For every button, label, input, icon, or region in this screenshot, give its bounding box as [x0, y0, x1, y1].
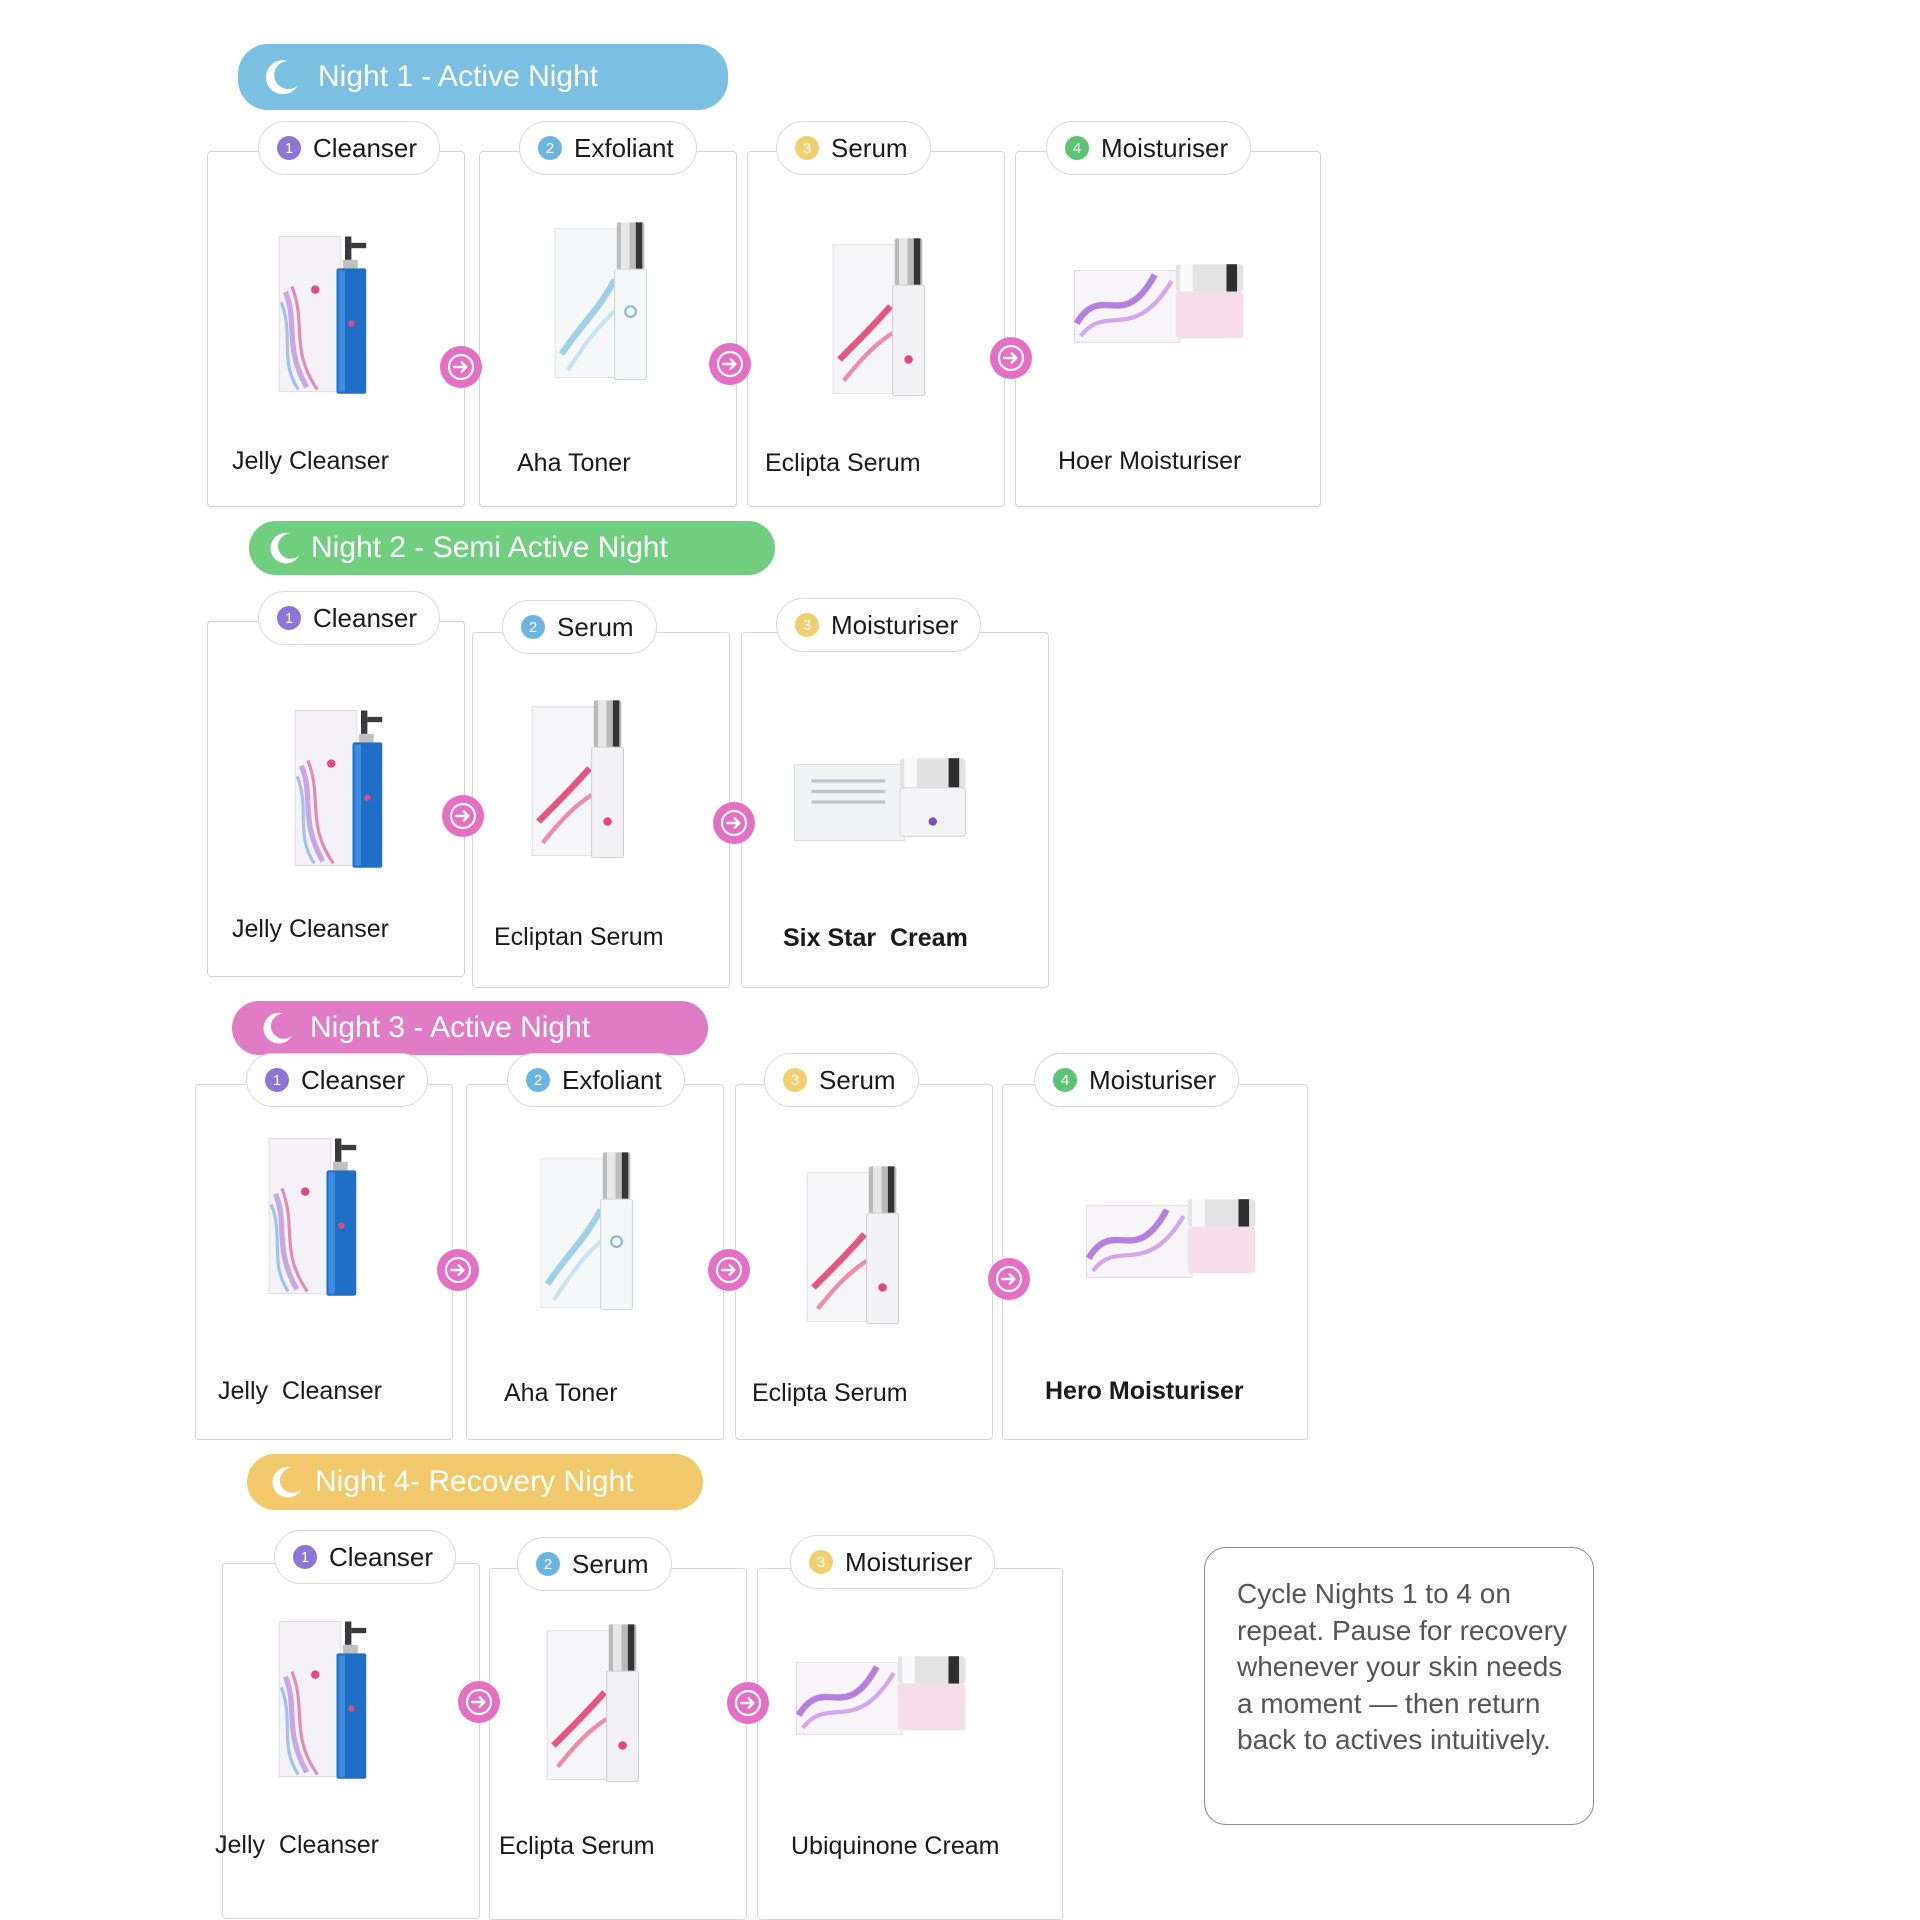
step-label: Serum [557, 611, 634, 642]
night-3-product-1: Jelly Cleanser [218, 1377, 382, 1405]
step-number-badge: 3 [795, 613, 819, 637]
step-number-badge: 2 [521, 615, 545, 639]
hero-moisturiser-image [1082, 1195, 1262, 1290]
night-3-step-1-pill [246, 1053, 428, 1107]
arrow-icon [713, 802, 755, 844]
moon-icon [260, 1010, 296, 1046]
arrow-icon [708, 1249, 750, 1291]
arrow-icon [990, 337, 1032, 379]
night-4-product-2: Eclipta Serum [499, 1832, 655, 1860]
night-2-product-1: Jelly Cleanser [232, 915, 390, 943]
night-1-step-4-pill [1046, 121, 1251, 175]
night-2-product-2: Ecliptan Serum [494, 923, 664, 951]
night-1-step-3-pill [776, 121, 931, 175]
night-4-banner [247, 1454, 703, 1510]
night-3-product-3: Eclipta Serum [752, 1379, 908, 1407]
night-3-title: Night 3 - Active Night [310, 1011, 591, 1044]
jelly-cleanser-image [272, 228, 384, 398]
arrow-icon [988, 1258, 1030, 1300]
moon-icon [262, 57, 302, 97]
step-label: Moisturiser [1089, 1064, 1217, 1095]
moon-icon [269, 1464, 305, 1500]
night-2-title: Night 2 - Semi Active Night [311, 531, 668, 564]
step-number-badge: 1 [265, 1068, 289, 1092]
night-1-product-3: Eclipta Serum [765, 449, 921, 477]
step-number-badge: 3 [783, 1068, 807, 1092]
night-3-step-4-pill [1034, 1053, 1239, 1107]
ubiquinone-cream-image [792, 1652, 972, 1747]
step-number-badge: 1 [293, 1545, 317, 1569]
step-number-badge: 3 [809, 1550, 833, 1574]
step-label: Exfoliant [562, 1064, 662, 1095]
night-1-step-2-pill [519, 121, 697, 175]
step-label: Cleanser [313, 602, 418, 633]
moon-icon [267, 530, 303, 566]
step-label: Serum [572, 1548, 649, 1579]
step-label: Serum [819, 1064, 896, 1095]
eclipta-serum-image [826, 232, 938, 402]
arrow-icon [437, 1249, 479, 1291]
six-star-cream-image [790, 754, 970, 849]
step-number-badge: 4 [1053, 1068, 1077, 1092]
cycle-note: Cycle Nights 1 to 4 on repeat. Pause for recovery whenever your skin needs a moment — then return back to actives intuitively. [1204, 1547, 1594, 1825]
step-label: Moisturiser [1101, 132, 1229, 163]
night-4-product-1: Jelly Cleanser [215, 1831, 379, 1859]
night-4-step-3-pill [790, 1535, 995, 1589]
night-1-product-2: Aha Toner [517, 449, 631, 477]
aha-toner-image [548, 216, 660, 386]
step-number-badge: 2 [526, 1068, 550, 1092]
night-3-product-4: Hero Moisturiser [1045, 1377, 1244, 1405]
step-label: Exfoliant [574, 132, 674, 163]
hoer-moisturiser-image [1070, 260, 1250, 355]
night-4-step-2-pill [517, 1537, 672, 1591]
night-1-step-1-pill [258, 121, 440, 175]
night-2-product-3: Six Star Cream [783, 924, 968, 952]
night-3-step-3-pill [764, 1053, 919, 1107]
step-label: Cleanser [301, 1064, 406, 1095]
arrow-icon [727, 1682, 769, 1724]
jelly-cleanser-image [272, 1613, 384, 1783]
step-label: Moisturiser [831, 609, 959, 640]
night-4-title: Night 4- Recovery Night [315, 1465, 634, 1498]
night-1-title: Night 1 - Active Night [318, 60, 599, 93]
night-2-step-2-pill [502, 600, 657, 654]
step-number-badge: 3 [795, 136, 819, 160]
eclipta-serum-image [540, 1618, 652, 1788]
aha-toner-image [534, 1146, 646, 1316]
arrow-icon [458, 1681, 500, 1723]
night-3-product-2: Aha Toner [504, 1379, 618, 1407]
jelly-cleanser-image [288, 702, 400, 872]
night-1-product-1: Jelly Cleanser [232, 447, 390, 475]
step-label: Cleanser [313, 132, 418, 163]
step-label: Cleanser [329, 1541, 434, 1572]
step-label: Serum [831, 132, 908, 163]
night-2-step-3-pill [776, 598, 981, 652]
night-1-product-4: Hoer Moisturiser [1058, 447, 1242, 475]
night-4-product-3: Ubiquinone Cream [791, 1832, 1000, 1860]
step-number-badge: 2 [536, 1552, 560, 1576]
arrow-icon [709, 343, 751, 385]
night-1-banner [238, 44, 728, 110]
night-4-step-1-pill [274, 1530, 456, 1584]
step-number-badge: 1 [277, 606, 301, 630]
ecliptan-serum-image [525, 694, 637, 864]
night-3-banner [232, 1001, 708, 1055]
arrow-icon [442, 795, 484, 837]
night-2-banner [249, 521, 775, 575]
step-number-badge: 2 [538, 136, 562, 160]
step-number-badge: 1 [277, 136, 301, 160]
step-label: Moisturiser [845, 1546, 973, 1577]
night-3-step-2-pill [507, 1053, 685, 1107]
eclipta-serum-image [800, 1160, 912, 1330]
night-2-step-1-pill [258, 591, 440, 645]
arrow-icon [440, 346, 482, 388]
jelly-cleanser-image [262, 1130, 374, 1300]
step-number-badge: 4 [1065, 136, 1089, 160]
